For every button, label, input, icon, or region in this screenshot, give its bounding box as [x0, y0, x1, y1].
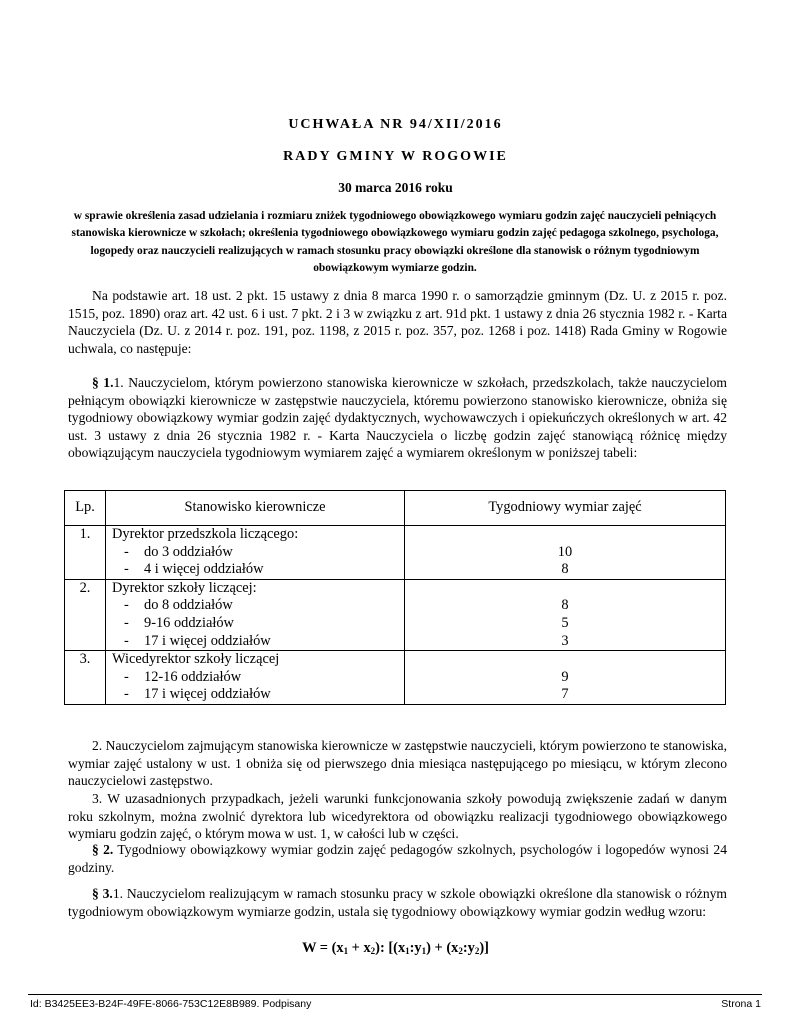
- paragraph-2: [68, 841, 727, 876]
- row-number: 2.: [79, 579, 91, 596]
- page-number: Strona 1: [721, 998, 761, 1010]
- row-value: 8: [561, 561, 569, 578]
- hours-formula: $W = (x_1 + x_2)$: [$(x_1:y_1)$ + $(x_2:y_2)$]: [302, 940, 489, 956]
- document-id: Id: B3425EE3-B24F-49FE-8066-753C12E8B989. Podpisany: [30, 998, 312, 1010]
- row-item: - 12-16 oddziałów: [124, 668, 242, 685]
- paragraph-2-mark: § 2.: [92, 842, 114, 857]
- preamble: Na podstawie art. 18 ust. 2 pkt. 15 ustawy z dnia 8 marca 1990 r. o samorządzie gminnym (Dz. U. z 2015 r. poz. 1515, poz. 1890) oraz art. 42 ust. 6 i ust. 7 pkt. 2 i 3 w związku z art. 91d pkt. 1 ustawy z dnia 26 stycznia 1982 r. - Karta Nauczyciela (Dz. U. z 2014 r. poz. 191, poz. 1198, z 2015 r. poz. 357, poz. 1268 i poz. 1418) Rada Gminy w Rogowie uchwala, co następuje:: [68, 288, 727, 356]
- row-value: 10: [557, 543, 573, 560]
- paragraph-3-mark: § 3.: [92, 886, 113, 901]
- table-header-row: [65, 491, 726, 526]
- paragraph-1-2: 2. Nauczycielom zajmującym stanowiska kierownicze w zastępstwie nauczycieli, którym powierzono te stanowiska, wymiar zajęć ustalony w ust. 1 obniża się od pierwszego dnia miesiąca następującego po miesiącu, w którym zlecono nauczycielowi zastępstwo.: [68, 738, 727, 789]
- paragraph-3-1-text: 1. Nauczycielom realizującym w ramach stosunku pracy w szkole obowiązki określone dla stanowisk o różnym tygodniowym obowiązkowym wymiarze godzin, ustala się tygodniowy obowiązkowy wymiar godzin według wzoru:: [68, 886, 728, 919]
- resolution-subject: w sprawie określenia zasad udzielania i rozmiaru zniżek tygodniowego obowiązkowego wymiaru godzin zajęć nauczycieli pełniących stanowiska kierownicze w szkołach; określenia tygodniowego obowiązkowego wymiaru godzin zajęć pedagoga szkolnego, psychologa, logopedy oraz nauczycieli realizujących w ramach stosunku pracy obowiązki określone dla stanowisk o różnym tygodniowym obowiązkowym wymiarze godzin.: [71, 210, 719, 275]
- row-value: 3: [561, 632, 569, 649]
- paragraph-1-3: 3. W uzasadnionych przypadkach, jeżeli warunki funkcjonowania szkoły powodują zwiększenie zadań w danym roku szkolnym, można zwolnić dyrektora lub wicedyrektora od obowiązku realizacji tygodniowego obowiązkowego wymiaru godzin zajęć, o którym mowa w ust. 1, w całości lub w części.: [68, 791, 727, 842]
- header-position: Stanowisko kierownicze: [106, 491, 405, 526]
- row-value: 8: [561, 597, 569, 614]
- table-row: [65, 526, 726, 580]
- council-name: RADY GMINY W ROGOWIE: [283, 149, 508, 164]
- header-lp: Lp.: [65, 491, 106, 526]
- row-value: 7: [561, 686, 569, 703]
- header-weekly-hours: Tygodniowy wymiar zajęć: [405, 491, 726, 526]
- row-title: Dyrektor szkoły liczącej:: [112, 579, 257, 596]
- paragraph-1-1-text: 1. Nauczycielom, którym powierzono stanowiska kierownicze w szkołach, przedszkolach, także nauczycielom pełniącym obowiązki kierownicze w zastępstwie nauczyciela, któremu powierzono stanowisko kierownicze, obniża się tygodniowy obowiązkowy wymiar godzin zajęć dydaktycznych, wychowawczych i opiekuńczych określonych w art. 42 ust. 3 ustawy z dnia 26 stycznia 1982 r. - Karta Nauczyciela o liczbę godzin zajęć stanowiącą różnicę między obowiązującym nauczyciela tygodniowym wymiarem zajęć a wymiarem określonym w poniższej tabeli:: [68, 375, 727, 461]
- table-row: [65, 579, 726, 650]
- table-row: [65, 651, 726, 705]
- row-number: 1.: [79, 526, 91, 542]
- row-title: Dyrektor przedszkola liczącego:: [112, 526, 299, 542]
- row-item: - 17 i więcej oddziałów: [124, 632, 271, 649]
- reduction-table: [64, 490, 726, 705]
- paragraph-3-1: [68, 885, 727, 920]
- row-item: - 9-16 oddziałów: [124, 614, 234, 631]
- row-item: - do 8 oddziałów: [124, 597, 233, 614]
- row-value: 5: [561, 614, 569, 631]
- resolution-title: UCHWAŁA NR 94/XII/2016: [288, 117, 503, 132]
- row-item: - 17 i więcej oddziałów: [124, 686, 271, 703]
- paragraph-1-1: [68, 374, 727, 462]
- paragraph-2-text: Tygodniowy obowiązkowy wymiar godzin zajęć pedagogów szkolnych, psychologów i logopedów wynosi 24 godziny.: [68, 842, 728, 875]
- row-item: - 4 i więcej oddziałów: [124, 561, 264, 578]
- row-title: Wicedyrektor szkoły liczącej: [112, 651, 280, 668]
- row-item: - do 3 oddziałów: [124, 543, 233, 560]
- row-number: 3.: [79, 651, 91, 668]
- resolution-date: 30 marca 2016 roku: [338, 180, 453, 195]
- paragraph-1-mark: § 1.: [92, 375, 114, 390]
- footer-divider: [28, 994, 762, 995]
- row-value: 9: [561, 668, 569, 685]
